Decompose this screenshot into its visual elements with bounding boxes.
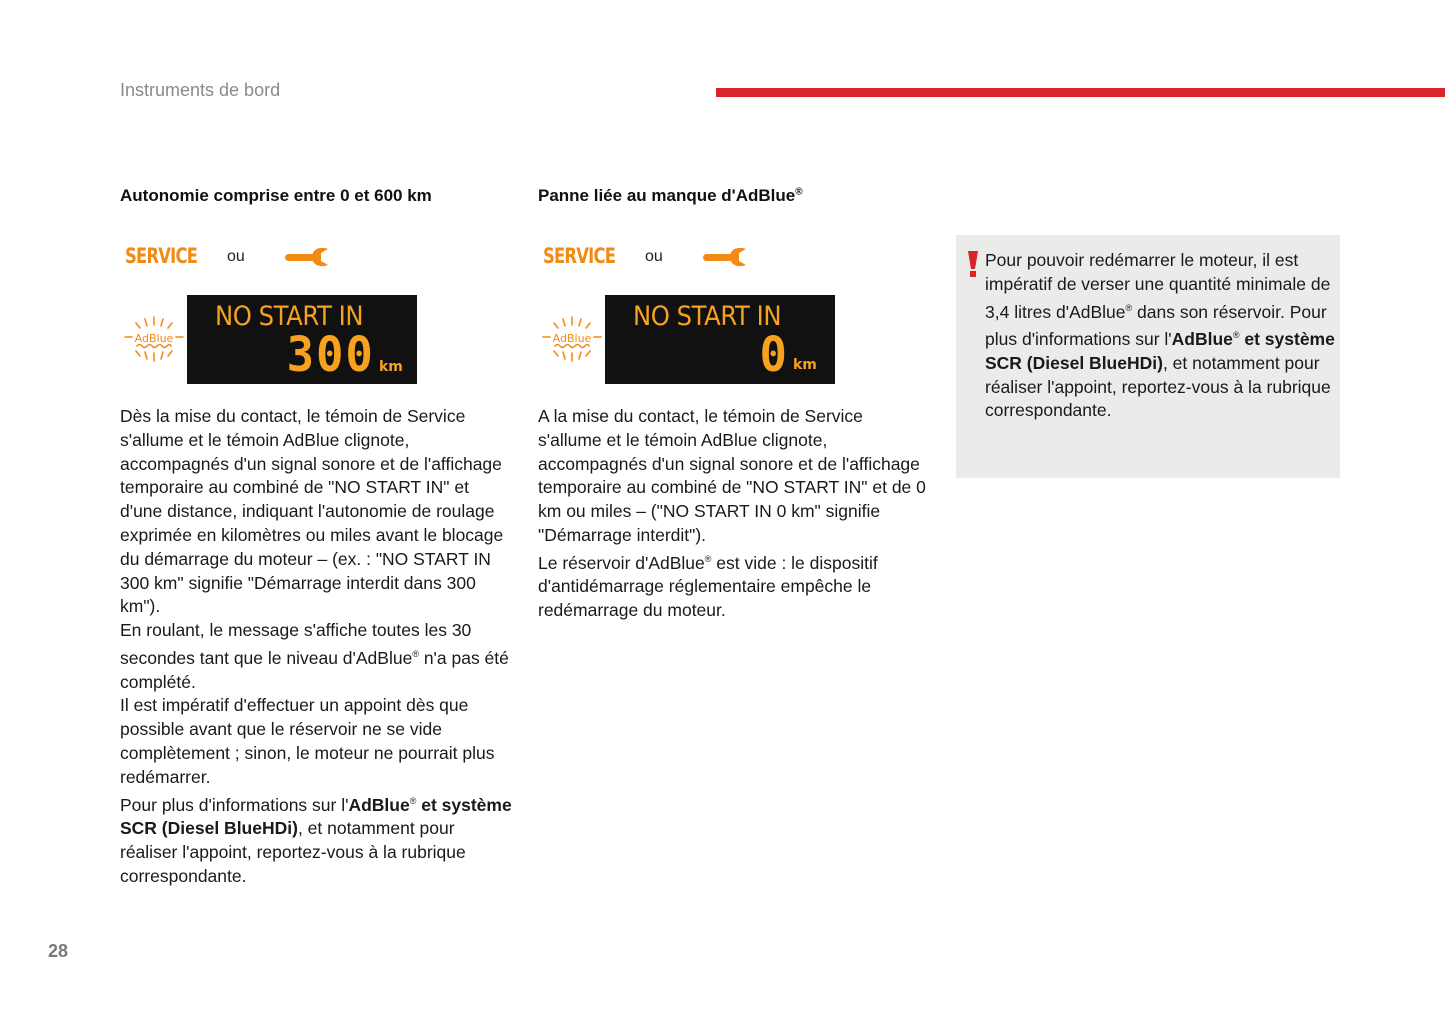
- paragraph: Pour pouvoir redémarrer le moteur, il est impératif de verser une quantité minimale de 3,4 litres d'AdBlue® dans son réservoir. Pour plus d'informations sur l'AdBlue® et système SCR (Diesel BlueHDi), et notamment pour réaliser l'appoint, reportez-vous à la rubrique correspondante.: [985, 250, 1335, 421]
- page-number: 28: [48, 941, 69, 961]
- instrument-display: [605, 295, 835, 384]
- wrench-icon: [702, 246, 748, 268]
- or-label: ou: [645, 248, 663, 265]
- left-column-title: Autonomie comprise entre 0 et 600 km: [120, 186, 432, 205]
- adblue-icon-label: AdBlue: [552, 332, 592, 345]
- exclamation-icon: [966, 250, 980, 278]
- adblue-icon-label: AdBlue: [134, 332, 174, 345]
- paragraph: Dès la mise du contact, le témoin de Service s'allume et le témoin AdBlue clignote, accompagnés d'un signal sonore et de l'affichage temporaire au combiné de "NO START IN" et d'une distance, indiquant l'autonomie de roulage exprimée en kilomètres ou miles avant le blocage du démarrage du moteur – (ex. : "NO START IN 300 km" signifie "Démarrage interdit dans 300 km").: [120, 406, 504, 617]
- paragraph: Le réservoir d'AdBlue® est vide : le dispositif d'antidémarrage réglementaire empêche le redémarrage du moteur.: [538, 552, 878, 621]
- middle-column-title: Panne liée au manque d'AdBlue®: [538, 186, 803, 205]
- display-distance: 300: [286, 327, 375, 383]
- display-unit: km: [379, 359, 403, 375]
- paragraph: Pour plus d'informations sur l'AdBlue® et système SCR (Diesel BlueHDi), et notamment pour réaliser l'appoint, reportez-vous à la rubrique correspondante.: [120, 794, 512, 886]
- header-accent-bar: [716, 88, 1445, 97]
- paragraph: A la mise du contact, le témoin de Service s'allume et le témoin AdBlue clignote, accompagnés d'un signal sonore et de l'affichage temporaire au combiné de "NO START IN" et de 0 km ou miles – ("NO START IN 0 km" signifie "Démarrage interdit").: [538, 406, 926, 545]
- display-distance: 0: [759, 327, 789, 383]
- section-title: Instruments de bord: [120, 80, 281, 100]
- paragraph: En roulant, le message s'affiche toutes les 30 secondes tant que le niveau d'AdBlue® n'a pas été complété.: [120, 620, 509, 692]
- service-warning-label: SERVICE: [543, 244, 616, 268]
- paragraph: Il est impératif d'effectuer un appoint dès que possible avant que le réservoir ne se vide complètement ; sinon, le moteur ne pourrait plus redémarrer.: [120, 695, 495, 787]
- service-warning-label: SERVICE: [125, 244, 198, 268]
- display-message: NO START IN: [215, 301, 364, 332]
- adblue-warning-icon: [121, 315, 187, 363]
- adblue-warning-icon: [539, 315, 605, 363]
- left-body-text: [120, 405, 512, 889]
- warning-note-text: [985, 249, 1335, 423]
- display-unit: km: [793, 357, 817, 373]
- middle-body-text: [538, 405, 928, 623]
- instrument-display: [187, 295, 417, 384]
- or-label: ou: [227, 248, 245, 265]
- display-message: NO START IN: [633, 301, 782, 332]
- wrench-icon: [284, 246, 330, 268]
